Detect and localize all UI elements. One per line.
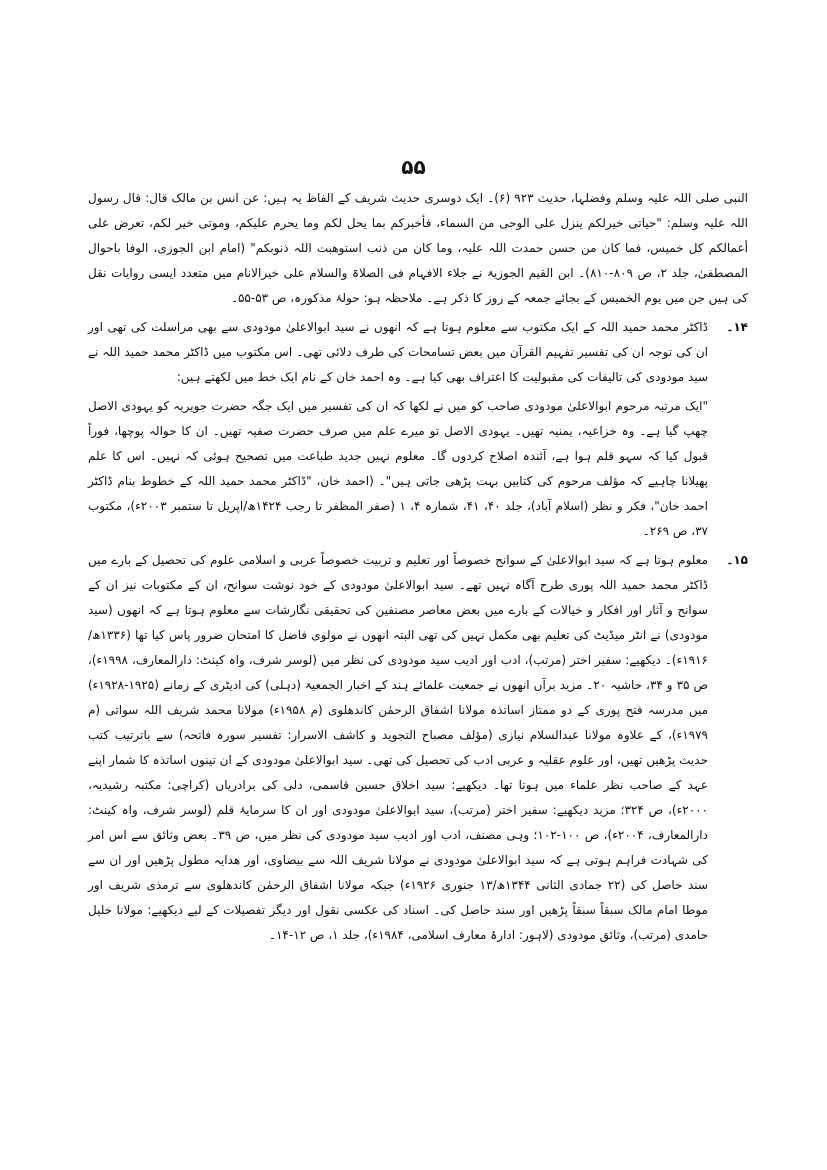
footnote-paragraph: معلوم ہوتا ہے کہ سید ابوالاعلیٰ کے سوانح خصوصاً اور تعلیم و تربیت خصوصاً عربی و اسلامی علوم کی تحصیل کے بارے میں ڈاکٹر محمد حمید اللہ پوری طرح آگاہ نہیں تھے۔ سید ابوالاعلیٰ مودودی کے خود نوشت سوانح، ان کے مکتوبات نیز ان کے سوانح و آثار اور افکار و خیالات کے بارے میں بعض معاصر مصنفین کی تحقیقی نگارشات سے معلوم ہوتا ہے کہ انھوں (سید مودودی) نے انٹر میڈیٹ کی تعلیم بھی مکمل نہیں کی تھی البتہ انھوں نے مولوی فاضل کا امتحان ضرور پاس کیا تھا (۱۳۳۶ھ/۱۹۱۶ء)۔ دیکھیے: سفیر اختر (مرتب)، ادب اور ادیب سید مودودی کی نظر میں (لوسر شرف، واہ کینٹ: دارالمعارف، ۱۹۹۸ء)، ص ۳۵ و ۳۴، حاشیہ ۲۰۔ مزید برآں انھوں نے جمعیت علمائے ہند کے اخبار الجمعیۃ (دہلی) کی ادیٹری کے زمانے (۱۹۲۵-۱۹۲۸ء) میں مدرسہ فتح پوری کے دو ممتاز اساتذہ مولانا اشفاق الرحمٰن کاندھلوی (م ۱۹۵۸ء) مولانا محمد شریف اللہ سواتی (م ۱۹۷۹ء)، کے علاوہ مولانا عبدالسلام نیازی (مؤلف مصباح التجوید و کاشف الاسرار: تفسیر سورہ فاتحہ) سے باترتیب کتب حدیث پڑھیں تھیں، اور علوم عقلیہ و عربی ادب کی تحصیل کی تھی۔ سید ابوالاعلیٰ مودودی کے ان تینوں اساتذہ کا شمار اپنے عہد کے صاحب نظر علماء میں ہوتا تھا۔ دیکھیے: سید اخلاق حسین قاسمی، دلی کی برادریاں (کراچی: مکتبہ رشیدیہ، ۲۰۰۰ء)، ص ۳۲۴؛ مزید دیکھیے: سفیر اختر (مرتب)، سید ابوالاعلیٰ مودودی اور ان کا سرمایۂ قلم (لوسر شرف، واہ کینٹ: دارالمعارف، ۲۰۰۴ء)، ص ۱۰۰-۱۰۲؛ وہی مصنف، ادب اور ادیب سید مودودی کی نظر میں، ص ۳۹۔ بعض وثائق سے اس امر کی شہادت فراہم ہوتی ہے کہ سید ابوالاعلیٰ مودودی نے مولانا شریف اللہ سے بیضاوی، اور ھدایہ مطول پڑھیں اور ان سے سند حاصل کی (۲۲ جمادی الثانی ۱۳۴۴ھ/۱۳ جنوری ۱۹۲۶ء) جبکہ مولانا اشفاق الرحمٰن کاندھلوی سے ترمذی شریف اور موطا امام مالک سبقاً سبقاً پڑھیں اور سند حاصل کی۔ اسناد کی عکسی نقول اور دیگر تفصیلات کے لیے دیکھیے: مولانا خلیل حامدی (مرتب)، وثائق مودودی (لاہور: ادارۂ معارف اسلامی، ۱۹۸۴ء)، جلد ۱، ص ۱۲-۱۴۔: [88, 553, 708, 942]
footnote-body: [88, 315, 708, 544]
page-number: ۵۵: [401, 155, 426, 179]
footnote-15: [88, 548, 748, 948]
page-content: [88, 186, 748, 948]
intro-paragraph: النبی صلی اللہ علیہ وسلم وفضلہا، حدیث ۹۲۳ (۶)۔ ایک دوسری حدیث شریف کے الفاظ یہ ہیں: عن انس بن مالک قال: قال رسول اللہ علیہ وسلم: "حیاتی خیرلکم ینزل علی الوحی من السماء، فأخبرکم بما یحل لکم وما یحرم علیکم، وموتی خیر لکم، تعرض علی أعمالکم کل خمیس، فما کان من حسن حمدت اللہ علیہ، وما کان من ذنب استوھبت اللہ ذنوبکم" (امام ابن الجوزی، الوفا باحوال المصطفیٰ، جلد ۲، ص ۸۰۹-۸۱۰)۔ ابن القیم الجوزیۃ نے جلاء الافہام فی الصلاۃ والسلام علی خیرالانام میں متعدد ایسی روایات نقل کی ہیں جن میں یوم الخمیس کے بجائے جمعہ کے روز کا ذکر ہے۔ ملاحظہ ہو: حولۂ مذکورہ، ص ۵۳-۵۵۔: [88, 191, 749, 305]
footnote-number: ۱۴۔: [726, 320, 748, 334]
footnote-number: ۱۵۔: [726, 553, 748, 567]
footnote-14: [88, 315, 748, 544]
footnote-body: [88, 548, 708, 948]
footnote-quote: "ایک مرتبہ مرحوم ابوالاعلیٰ مودودی صاحب کو میں نے لکھا کہ ان کی تفسیر میں ایک جگہ حضرت جویریہ کو یہودی الاصل چھپ گیا ہے۔ وہ خزاعیہ، یمنیہ تھیں۔ یہودی الاصل تو میرے علم میں صرف حضرت صفیہ تھیں۔ ان کا حوالہ پوچھا، فوراً قبول کیا کہ سہو قلم ہوا ہے، آئندہ اصلاح کردوں گا۔ معلوم نہیں جدید طباعت میں تصحیح ہوئی کہ نہیں۔ اس کا علم پھیلانا چاہیے کہ مؤلف مرحوم کی کتابیں بہت پڑھی جاتی ہیں"۔ (احمد خان، "ڈاکٹر محمد حمید اللہ کے خطوط بنام ڈاکٹر احمد خان"، فکر و نظر (اسلام آباد)، جلد ۴۰، ۴۱، شمارہ ۴، ۱ (صفر المظفر تا رجب ۱۴۲۴ھ/اپریل تا ستمبر ۲۰۰۳ء)، مکتوب ۳۷، ص ۲۶۹۔: [88, 399, 709, 538]
footnote-paragraph: ڈاکٹر محمد حمید اللہ کے ایک مکتوب سے معلوم ہوتا ہے کہ انھوں نے سید ابوالاعلیٰ مودودی سے بھی مراسلت کی تھی اور ان کی توجہ ان کی تفسیر تفہیم القرآن میں بعض تسامحات کی طرف دلائی تھی۔ اس مکتوب میں ڈاکٹر محمد حمید اللہ نے سید مودودی کی تالیفات کی مقبولیت کا اعتراف بھی کیا ہے۔ وہ احمد خان کے نام ایک خط میں لکھتے ہیں:: [88, 320, 708, 384]
